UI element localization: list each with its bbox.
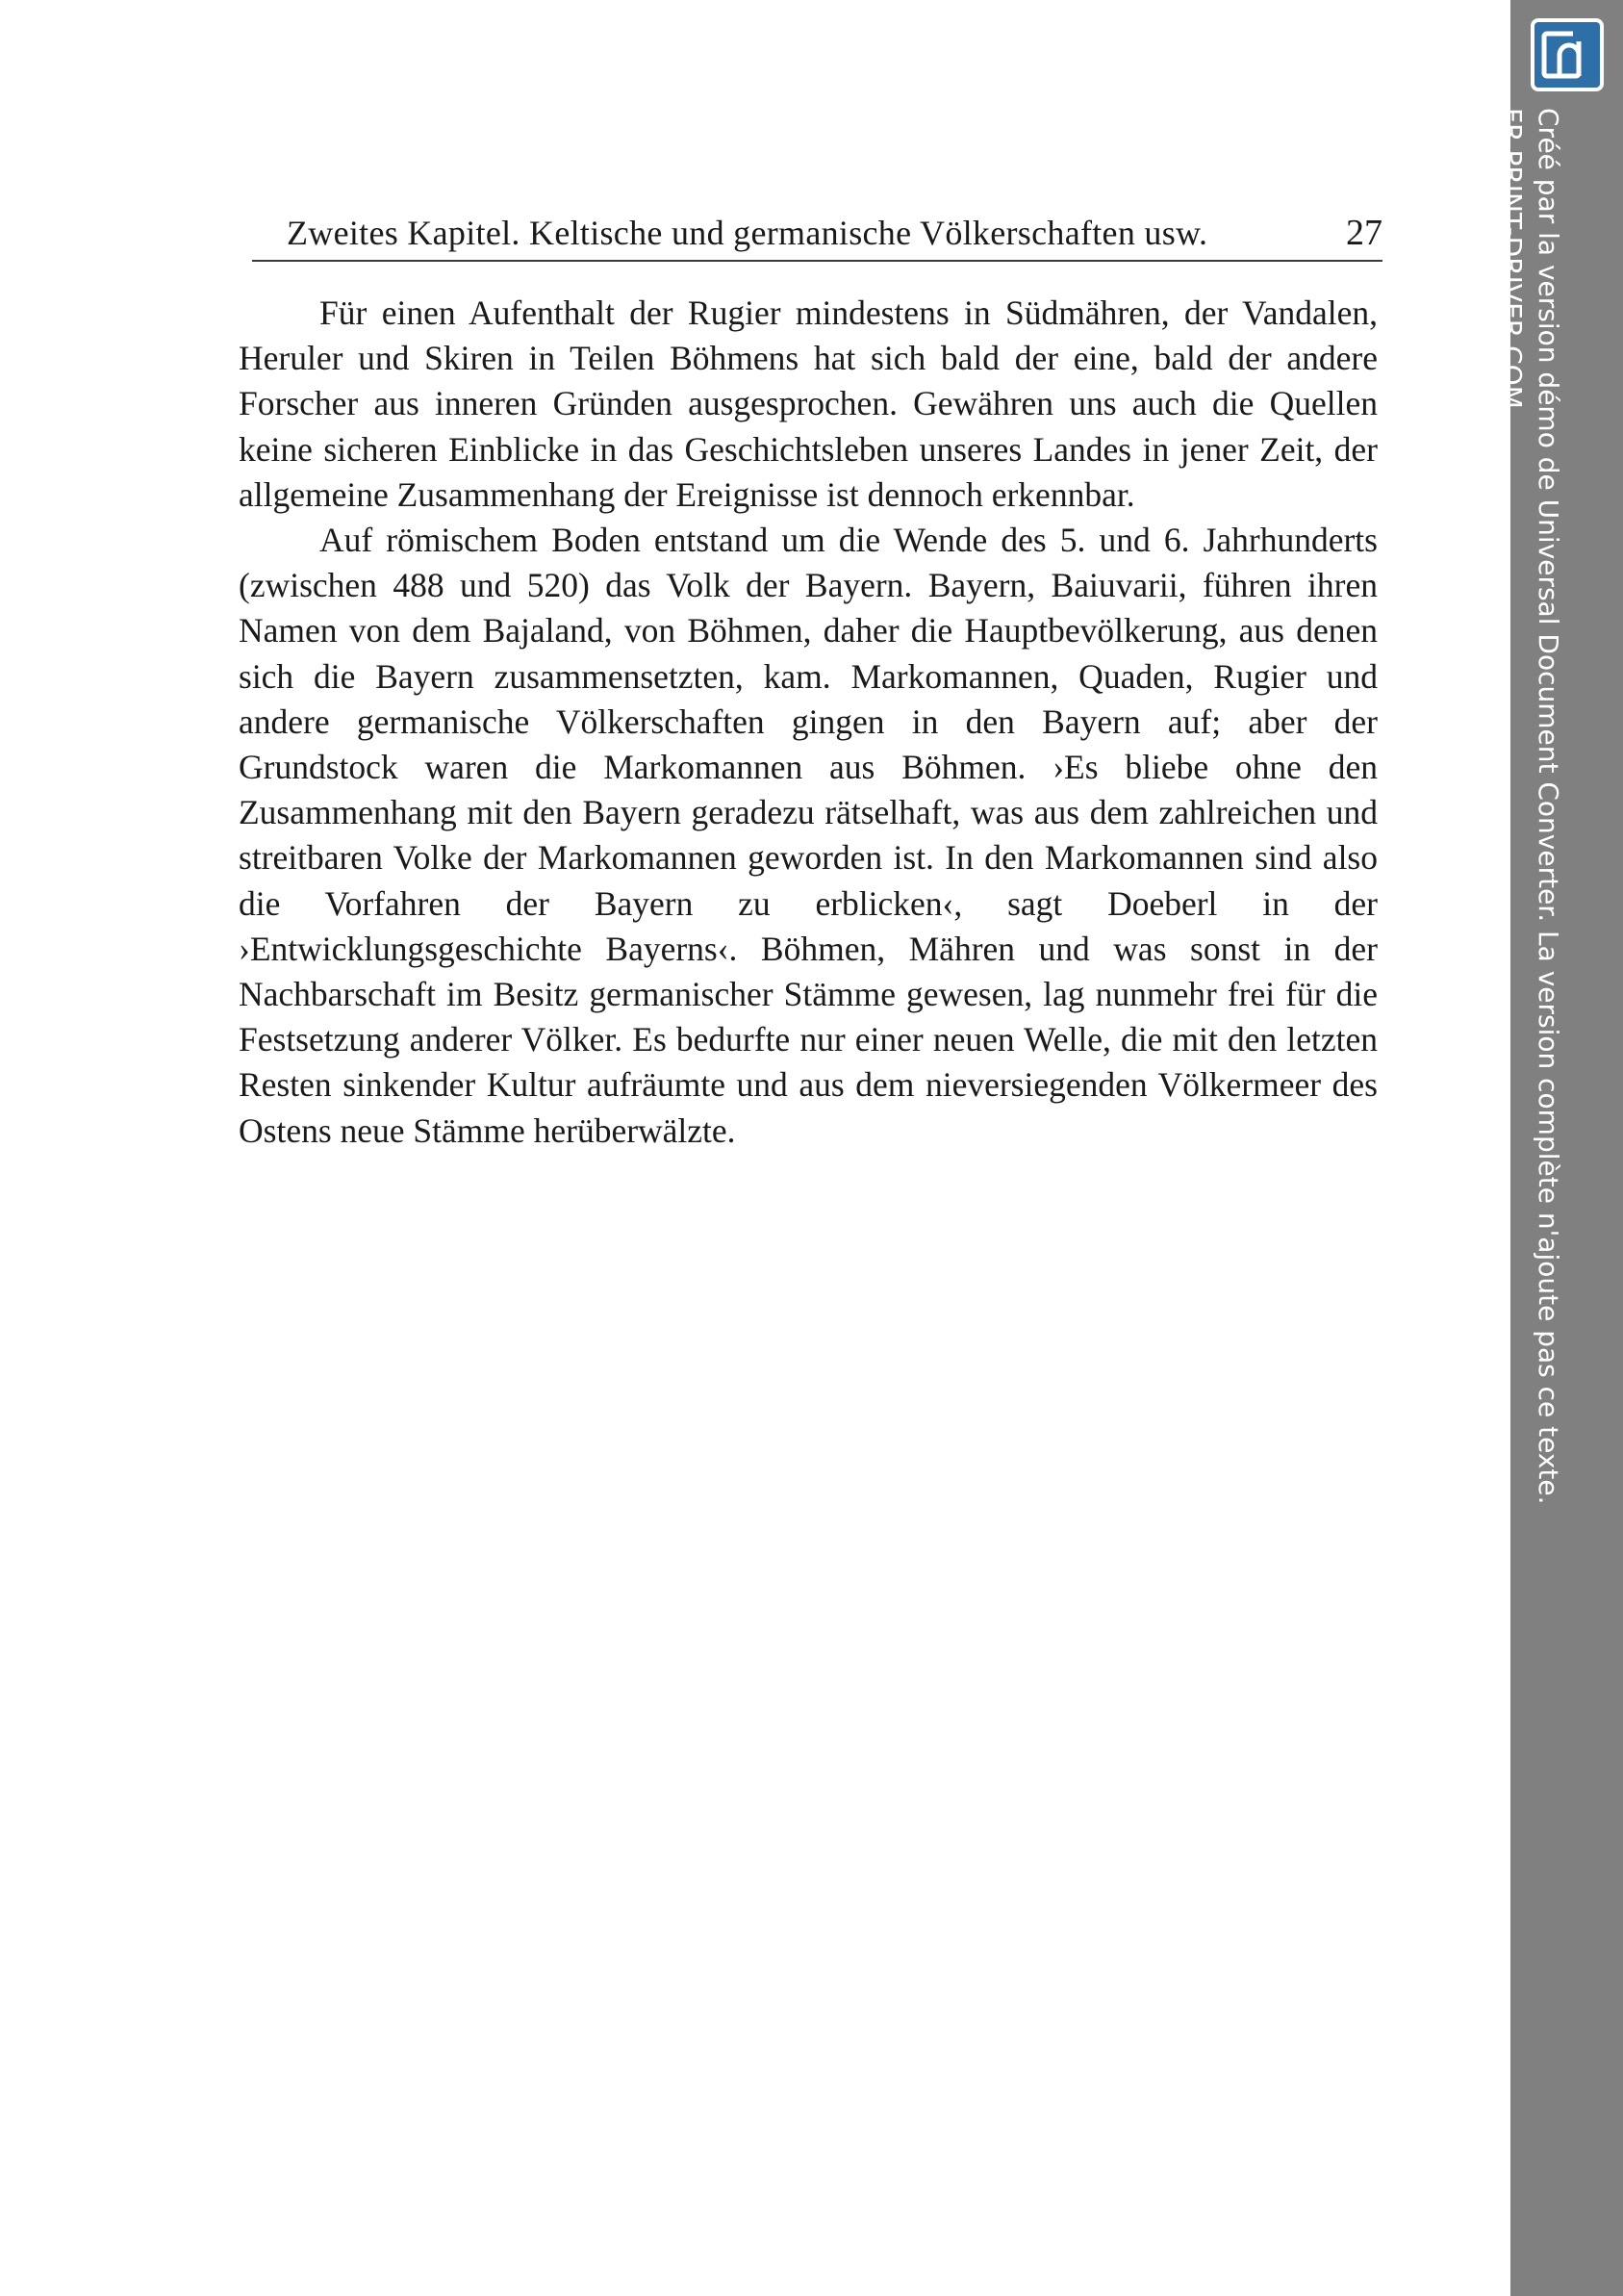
page-number: 27 — [1346, 213, 1382, 253]
header-rule — [252, 260, 1382, 262]
body-text — [239, 291, 1378, 1154]
watermark-url: FR.PRINT-DRIVER.COM — [1496, 108, 1528, 409]
document-converter-logo-icon — [1531, 18, 1604, 91]
watermark-sidebar — [1496, 0, 1623, 2296]
running-head — [252, 206, 1382, 260]
chapter-title: Zweites Kapitel. Keltische und germanische Völkerschaften usw. — [287, 214, 1208, 252]
watermark-notice: Créé par la version démo de Universal Document Converter. La version complète n'ajoute pas ce texte. — [1533, 108, 1564, 1505]
paragraph: Für einen Aufenthalt der Rugier mindestens in Südmähren, der Vandalen, Heruler und Skiren in Teilen Böhmens hat sich bald der eine, bald der andere Forscher aus inneren Gründen ausgesprochen. Gewähren uns auch die Quellen keine sicheren Einblicke in das Geschichtsleben unseres Landes in jener Zeit, der allgemeine Zusammenhang der Ereignisse ist dennoch erkennbar. — [239, 293, 1378, 514]
paragraph: Auf römischem Boden entstand um die Wende des 5. und 6. Jahrhunderts (zwischen 488 und 520) das Volk der Bayern. Bayern, Baiuvarii, führen ihren Namen von dem Bajaland, von Böhmen, daher die Hauptbevölkerung, aus denen sich die Bayern zusammensetzten, kam. Markomannen, Quaden, Rugier und andere germanische Völkerschaften gingen in den Bayern auf; aber der Grundstock waren die Markomannen aus Böhmen. ›Es bliebe ohne den Zusammenhang mit den Bayern geradezu rätselhaft, was aus dem zahlreichen und streitbaren Volke der Markomannen geworden ist. In den Markomannen sind also die Vorfahren der Bayern zu erblicken‹, sagt Doeberl in der ›Entwicklungsgeschichte Bayerns‹. Böhmen, Mähren und was sonst in der Nachbarschaft im Besitz germanischer Stämme gewesen, lag nunmehr frei für die Festsetzung anderer Völker. Es bedurfte nur einer neuen Welle, die mit den letzten Resten sinkender Kultur aufräumte und aus dem nieversiegenden Völkermeer des Ostens neue Stämme herüberwälzte. — [239, 521, 1378, 1150]
